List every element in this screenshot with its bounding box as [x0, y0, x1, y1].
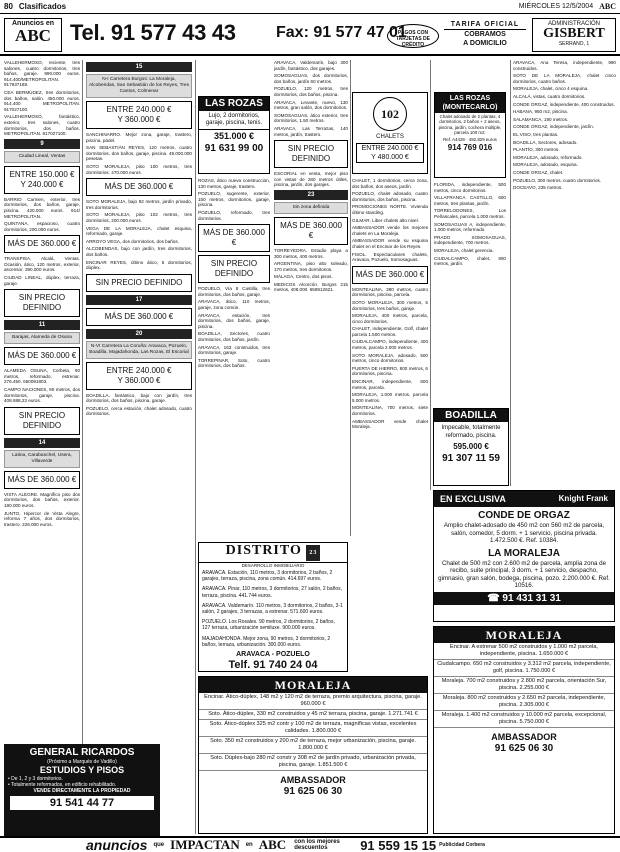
distrito-name: DISTRITO: [225, 543, 302, 558]
listing: TORREYEDRA. Estudio playa a 300 metros, 400 metros.: [274, 247, 348, 259]
listing: PUERTA DE HIERRO, 800 metros, 6 dormitorios, piscina.: [352, 365, 428, 377]
ad-title: GENERAL RICARDOS: [29, 747, 135, 758]
listing: JUNTO, Hipercor de Vista Alegre, reforma 7 años, dos dormitorios, trastero. 226.000 euros.: [4, 510, 80, 527]
listing: BOADILLA, Sectores, adosado.: [513, 139, 578, 145]
listing: SAN SEBASTIÁN REYES, 120 metros, cuatro dormitorios, dos baños, garaje, piscina. 49.000.000 pesetas.: [86, 145, 192, 162]
issue-date: MIÉRCOLES 12/5/2004: [518, 3, 594, 10]
ad-phone: 91 631 99 00: [204, 143, 264, 154]
listing-desc: Amplio chalet-adosado de 450 m2 con 560 m2 de parcela, salón, comedor, 5 dorm. + 1 servicio, piscina privada. 1.472.500 €. Ref. 10384.: [443, 522, 605, 544]
listing: POZUELO, reformado, tres dormitorios.: [198, 209, 270, 221]
listing: ARAVACA, Las Terrazas, 140 metros, jardín, trastero.: [274, 125, 348, 137]
price-from: ENTRE 150.000 €: [9, 169, 75, 179]
price-box: [4, 166, 80, 194]
footer-descuentos: con los mejores descuentos: [294, 839, 340, 851]
distrito-line: ARAVACA. Valdemarín. 110 metros, 3 dormitorios, 2 baños, 3-1 salón, 2 garajes, 3 terrazas, a estrenar. 571.600 euros.: [202, 602, 343, 616]
price-from: ENTRE 240.000 €: [106, 105, 172, 114]
tarifa-box: [444, 20, 526, 48]
listing: MONTEALINA, 700 metros, siete dormitorios.: [352, 405, 428, 416]
agency-logo: Knight Frank: [558, 494, 608, 503]
moraleja-ad-right: [433, 626, 615, 834]
listing: POZUELO, Vía 8 Castilla, tres dormitorios, dos baños, garaje.: [198, 286, 270, 297]
price-box: MÁS DE 360.000 €: [86, 178, 192, 196]
price-box: [86, 101, 192, 129]
fax-number: Fax: 91 577 47 01: [276, 24, 407, 41]
listing: ENCINAR REYES, último ático, 5 dormitorios, dúplex.: [86, 259, 192, 271]
listing: ARAVACA, Ana Teresa, independiente, 990 construidos.: [513, 60, 616, 71]
price-box: MÁS DE 360.000 €: [198, 224, 270, 252]
listing: SOTO MORALEJA, piso 102 metros, tres dormitorios, 200.000 euros.: [86, 212, 192, 223]
moraleja-ad-left: [198, 676, 428, 834]
price-to: Y 240.000 €: [20, 179, 64, 189]
gisbert-name: GISBERT: [543, 26, 605, 41]
general-ricardos-ad: [4, 744, 160, 836]
listing-item: Soto. 350 m2 construidos y 200 m2 de terraza, mejor urbanización, piscina, garaje. 1.800.000 €: [199, 737, 427, 754]
listing-item: Encinar. Ático-dúplex, 148 m2 y 120 m2 de terraza, premio arquitectura, piscina, garaje. 960.000 €: [199, 693, 427, 710]
phone-number: Tel. 91 577 43 43: [70, 20, 236, 45]
listing: AMBASSADOR vende los mejores chalets en La Moraleja.: [352, 225, 428, 236]
listing: MORALEJA, adosado, esquina.: [513, 162, 578, 168]
ad-title: MORALEJA: [434, 627, 614, 643]
listing: BARRIO Carmen, exterior, tres dormitorios, dos baños, garaje, piscina. 420.000 euros. 914/ METROPOLITAN.: [4, 196, 80, 219]
listing: POZUELO, chalet adosado, cuatro dormitorios, dos baños, piscina.: [352, 191, 428, 202]
footer-impactan: IMPACTAN: [170, 837, 240, 852]
zone-number: 15: [86, 62, 192, 72]
ad-subtitle: (Próximo a Marqués de Vadillo): [47, 759, 117, 765]
ad-title: MORALEJA: [199, 677, 427, 693]
listing: SALAMANCA, 190 metros.: [513, 116, 569, 122]
price-from: ENTRE 240.000 €: [106, 365, 172, 375]
ad-phone: 91 625 06 30: [494, 743, 554, 754]
ad-price: 351.000 €: [199, 129, 269, 142]
price-box: [356, 143, 424, 163]
footer-en: en: [245, 842, 253, 848]
zone-label: Latina, Carabanchel, Usera, Villaverde: [4, 450, 80, 468]
listing: ARGENTINA, piso alto soleado, 170 metros, tres dormitorios.: [274, 261, 348, 272]
ad-body: Impecable, totalmente reformado, piscina.: [441, 425, 501, 439]
column-4: [274, 60, 348, 536]
zone-label: Sin zona definida: [274, 202, 348, 214]
footer-que: que: [153, 842, 165, 848]
listing: CEA BERMÚDEZ, tres dormitorios, dos baños, salón. 450.000 euros. 914.400 METROPOLITAN. 917027100.: [4, 89, 80, 112]
listing: TRANSPISA, Alcalá, Ventas. Ocasión, ático, 120 metros, exterior, ascensor. 390.000 euros.: [4, 256, 80, 273]
distrito-num: 23: [306, 545, 320, 561]
column-7: [513, 60, 616, 484]
ad-title: LAS ROZAS (MONTECARLO): [435, 93, 505, 113]
listing: MORALEJA, adosado, reformado.: [513, 154, 583, 160]
column-divider: [195, 60, 196, 834]
listing: POZUELO, sugerente, exterior, 150 metros, dormitorios, garaje, piscina.: [198, 191, 270, 208]
ad-phone: 91 541 44 77: [10, 796, 154, 810]
listing: ARAVACA, estación, tres dormitorios, dos baños, garaje, piscina.: [198, 312, 270, 329]
listing: MONTEALINA, 380 metros, cuatro dormitorios, piscina, parcela.: [352, 286, 428, 298]
brand-line2: ABC: [15, 26, 51, 45]
listing-item: Moraleja. 800 m2 construidos y 2.650 m2 parcela, independiente, piscina. 2.305.000 €: [434, 694, 614, 711]
distrito-ad: [198, 542, 348, 672]
distrito-sub: DESARROLLO INMOBILIARIO: [241, 563, 305, 568]
listing: SOTO MORALEJA, adosado, 500 metros, cinco dormitorios.: [352, 352, 428, 364]
ad-phone: [434, 592, 614, 605]
price-box: SIN PRECIO DEFINIDO: [4, 289, 80, 317]
price-to: Y 480.000 €: [371, 154, 409, 161]
zone-label: N-I Carretera Burgos: La Moraleja, Alcobendas, San Sebastián de los Reyes, Tres Cantos, Colmenar: [86, 74, 192, 98]
agency-name: AMBASSADOR: [491, 732, 557, 742]
las-rozas-ad: [198, 96, 270, 174]
price-to: Y 360.000 €: [117, 375, 161, 385]
zone-number: 23: [274, 190, 348, 200]
boadilla-ad: [433, 408, 509, 486]
listing: ALCOBENDAS, bajo con jardín, tres dormitorios, dos baños.: [86, 246, 192, 257]
listing: POZUELO, cerca estación, chalet adosado, cuatro dormitorios.: [86, 405, 192, 417]
listing: SOTO DE LA MORALEJA, chalet cinco dormitorios, cuatro baños.: [513, 73, 616, 84]
listing: PRADO SOMOSAGUAS, independiente, 700 metros.: [434, 234, 506, 246]
listing-item: Moraleja. 700 m2 construidos y 2.800 m2 parcela, orientación Sur, piscina. 2.255.000 €: [434, 677, 614, 694]
listing: CIUDALCAMPO, chalet, 800 metros, jardín.: [434, 255, 506, 267]
listing: SOTO MORALEJA, piso 100 metros, tres dormitorios. 470.000 euros.: [86, 163, 192, 175]
listing: ROZAS, ático nueva construcción, 130 metros, garaje, trastero.: [198, 178, 270, 189]
chalets-label: CHALETS: [376, 134, 404, 140]
footer-anuncios: anuncios: [86, 837, 148, 852]
zone-label: Ciudad Lineal, Ventas: [4, 151, 80, 163]
zone-number: 11: [4, 320, 80, 330]
listing: POZUELO, 300 metros, cuatro dormitorios.: [513, 177, 602, 183]
listing: EL VISO, tres plantas.: [513, 131, 559, 137]
ad-title: LAS ROZAS: [199, 97, 269, 111]
zone-circle: 102: [373, 97, 407, 131]
distrito-line: ARAVACA. Pinar, 110 metros, 3 dormitorios, 27 salón, 2 baños, terraza, piscina. 441.744 euros.: [202, 586, 343, 599]
listing: FISOL. Espectaculares chalets, Aravaca, Pozuelo, Somosaguas.: [352, 251, 428, 263]
tarifa-line3: A DOMICILIO: [463, 40, 507, 47]
listing: FLORIDA, independiente, 500 metros, cinco dormitorios.: [434, 182, 506, 193]
montecarlo-ad: [434, 92, 506, 178]
listing-title: CONDE DE ORGAZ: [478, 510, 570, 521]
ad-title: EN EXCLUSIVA: [440, 494, 506, 504]
listing: PLANTÍO, 300 metros.: [513, 147, 560, 153]
listing: VALLEHERMOSO, reciente, tres salones, cuatro dormitorios, tres baños, garaje. 990.000 euros. 914.400/METROPOLITAN. 917937188.: [4, 60, 80, 88]
agency-name: AMBASSADOR: [280, 775, 346, 785]
column-2: [86, 60, 192, 830]
price-box: MÁS DE 360.000 €: [86, 308, 192, 326]
ad-line: • Totalmente reformados, en edificio rehabilitado.: [8, 782, 117, 788]
listing: SOMOSAGUAS A, independiente, 1.000 metros, reformado.: [434, 221, 506, 233]
listing: ALCALÁ, vistas, cuatro dormitorios.: [513, 93, 586, 99]
ad-line: • De 1, 2 y 3 dormitorios.: [8, 776, 63, 782]
column-1: [4, 60, 80, 740]
listing-item: Soto. Dúplex-bajo 280 m2 constr y 308 m2 de jardín privado, urbanización privada, piscina, garaje. 1.851.500 €: [199, 754, 427, 771]
listing: CONDE ORGAZ, chalet.: [513, 169, 564, 175]
section-title: Clasificados: [18, 2, 67, 11]
listing: VEGA DE LA MORALEJA, chalet esquina, reformado, garaje.: [86, 225, 192, 237]
ad-body: Chalet adosado de 2 plantas, 4 dormitorios, 2 baños + 2 aseos, piscina, jardín, cochera múltiple, parcela 100 m2.: [438, 114, 502, 135]
tarifa-title: TARIFA OFICIAL: [444, 20, 526, 30]
listing: ARAVACA, 163 construidos, tres dormitorios, garaje.: [198, 344, 270, 356]
listing: ARROYO VEGA, dos dormitorios, dos baños.: [86, 238, 179, 244]
ad-title: BOADILLA: [434, 409, 508, 422]
listing: PROMOCIONES NORTE. Vivienda último standing.: [352, 204, 428, 215]
price-box: MÁS DE 360.000 €: [274, 217, 348, 245]
listing: CONDE ORGAZ, independiente, 400 construidos.: [513, 101, 615, 107]
listing: SOTO MORALEJA, 300 metros, 5 dormitorios, tres baños, garaje.: [352, 299, 428, 311]
distrito-line: MAJADAHONDA. Mejor zona, 90 metros, 3 dormitorios, 2 baños, terraza, urbanización. 300.000 euros.: [202, 635, 331, 648]
zone-number: 9: [4, 139, 80, 149]
page-header: [0, 0, 620, 14]
listing-item: Encinar. A estrenar 500 m2 construidos y 1.000 m2 parcela, independiente, piscina. 1.650.000 €: [434, 643, 614, 660]
listing: MORALEJA, chalet gerencia.: [434, 247, 494, 253]
listing: CIUDALCAMPO, independiente, 400 metros, parcela 2.000 metros.: [352, 339, 428, 351]
zone-label: Barajas, Alameda de Osuna: [4, 332, 80, 344]
column-divider: [350, 60, 351, 536]
listing: DOCEAVO, 235 metros.: [513, 185, 563, 191]
chalets-header: [352, 92, 428, 174]
listing: ARAVACA, Levante, nuevo, 130 metros, gran salón, dos dormitorios.: [274, 99, 348, 111]
price-from: ENTRE 240.000 €: [361, 145, 419, 152]
price-box: SIN PRECIO DEFINIDO: [86, 274, 192, 292]
listing: VILLAFRANCA CASTILLO, 600 metros, tres plantas, jardín.: [434, 195, 506, 206]
listing: ALAMEDA OSUNA, Corbeta, 90 metros, reformado, estrenar. 276.450. 650091803.: [4, 368, 80, 385]
listing: HABANA, 950 m2, piscina.: [513, 109, 568, 115]
column-divider: [82, 60, 83, 834]
knight-frank-ad: [433, 490, 615, 622]
ad-line: VENDE DIRECTAMENTE LA PROPIEDAD: [33, 788, 131, 794]
listing: POZUELO, 120 metros, tres dormitorios, dos baños, piscina.: [274, 86, 348, 97]
listing: MÁLAGA, Centro, dos pisos.: [274, 274, 333, 280]
ad-headline: ESTUDIOS Y PISOS: [39, 765, 125, 775]
distrito-foot: ARAVACA - POZUELO: [236, 651, 310, 659]
gisbert-sub: SERRANO, 1: [558, 41, 590, 47]
listing: SOTO MORALEJA, bajo 92 metros, jardín privado, tres dormitorios.: [86, 199, 192, 210]
price-box: SIN PRECIO DEFINIDO: [4, 407, 80, 435]
listing: MORALEJA, chalet, cinco 4 esquina.: [513, 86, 589, 92]
contact-banner: [0, 16, 620, 56]
column-6: [434, 182, 506, 404]
gisbert-top: ADMINISTRACIÓN: [547, 21, 600, 27]
listing: ESCORIAL en venta, mejor piso con vistas de 280 metros útiles, piscina, jardín, dos garajes.: [274, 171, 348, 188]
ad-body: Lujo, 2 dormitorios, garaje, piscina, tenis.: [205, 113, 263, 126]
phone-icon: ☎: [487, 592, 503, 604]
zone-number: 17: [86, 295, 192, 305]
listing: MORALEJA, 1.000 metros, parcela 5.000 metros.: [352, 392, 428, 403]
ad-phone: 914 769 016: [447, 143, 493, 153]
listing: BOADILLA, Sectores, cuatro dormitorios, dos baños, jardín.: [198, 331, 270, 342]
listing: SOMOSAGUAS, ático exterior, tres dormitorios, 1.50 metros.: [274, 112, 348, 124]
ad-price: 595.000 €: [453, 442, 489, 451]
column-divider: [510, 60, 511, 486]
ad-phone: 91 307 11 59: [442, 453, 500, 464]
distrito-line: ARAVACA. Estación, 110 metros, 3 dormitorios, 2 baños, 2 garajes, terraza, piscina, zona común. 414.697 euros.: [202, 570, 333, 583]
listing: ENCINAR, independiente, 600 metros, parcela.: [352, 379, 428, 390]
listing-item: Moraleja. 1.400 m2 construidos y 10.000 m2 parcela, excepcional, piscina. 5.750.000 €: [434, 711, 614, 728]
listing: GILMAR. Liber chalets alto nivel.: [352, 217, 419, 223]
listing-title: LA MORALEJA: [488, 547, 560, 559]
listing-item: Ciudalcampo. 650 m2 construidos y 3.312 m2 parcela, independiente, golf, piscina. 1.750.000 €: [434, 660, 614, 677]
listing: ARAVACA, Valdemarín, bajo 300 jardín, fantástico, dos garajes.: [274, 60, 348, 71]
abc-ads-logo: [4, 18, 62, 52]
payment-badge: PAGOS CON TARJETAS DE CRÉDITO: [387, 24, 439, 48]
footer-abc: ABC: [258, 837, 287, 852]
footer-banner: [0, 836, 620, 852]
zone-number: 14: [4, 438, 80, 448]
listing: CHALET, independiente, Golf, chalet parcela 1.500 metros.: [352, 326, 428, 337]
listing: MORALEJA, 400 metros, parcela, cinco dormitorios.: [352, 313, 428, 324]
listing-item: Soto. Ático-dúplex 325 m2 contr y 100 m2 de terraza, magníficas vistas, excelentes calidades. 1.800.000 €: [199, 720, 427, 737]
listing-desc: Chalet de 500 m2 con 2.600 m2 de parcela, amplia zona de recibo, suite principal, 3 dorm. + 1 servicio, despacho, gimnasio, gran salón, bodega, piscina, pozo. 2.200.000 €. Ref. 10516.: [438, 559, 610, 589]
price-box: SIN PRECIO DEFINIDO: [198, 255, 270, 283]
price-box: MÁS DE 360.000 €: [4, 347, 80, 365]
paper-name: ABC: [599, 2, 616, 11]
column-3: [198, 178, 270, 538]
price-box: SIN PRECIO DEFINIDO: [274, 140, 348, 168]
price-box: MÁS DE 360.000 €: [4, 235, 80, 253]
brand-line1: Anuncios en: [11, 20, 54, 27]
listing: TORREPINAR, Soto, cuatro dormitorios, dos baños.: [198, 357, 270, 369]
ad-price: Ref. A4428 · 492.829 euros: [443, 137, 497, 143]
footer-agency: Publicidad Corbera: [439, 842, 485, 848]
price-box: MÁS DE 360.000 €: [4, 471, 80, 489]
listing: AMBASSADOR vende su esquina chalet en el Encinar de los Reyes.: [352, 238, 428, 249]
price-box: MÁS DE 360.000 €: [352, 266, 428, 284]
distrito-title: [199, 543, 347, 563]
distrito-line: POZUELO. Los Rosales. 90 metros, 2 dormitorios, 2 baños, 127 terraza, urbanización semiluxe. 900.000 euros.: [202, 619, 335, 632]
listing: TORRELODONES, Los Peñascales, parcela 1.000 metros.: [434, 208, 506, 219]
listing: CIUDAD LINEAL, dúplex, terraza, garaje.: [4, 275, 80, 286]
page-number: 80: [4, 2, 13, 11]
listing: ARAVACA, ático, 110 metros, garaje, zona común.: [198, 299, 270, 310]
listing: SANCHINARRO. Mejor zona, garaje, trastero, piscina, pádel.: [86, 132, 192, 143]
tarifa-line2: COBRAMOS: [464, 31, 506, 38]
zone-number: 20: [86, 329, 192, 339]
footer-phone: 91 559 15 15: [360, 837, 437, 852]
phone-number: 91 431 31 31: [502, 592, 561, 604]
listing: VALLEHERMOSO, fantástico, exterior, tres salones, cuatro dormitorios, dos baños. METROPOLITAN. 917027100.: [4, 114, 80, 137]
zone-label: N-VI Carretera La Coruña: Aravaca, Pozuelo, Boadilla, Majadahonda, Las Rozas, El Escorial: [86, 341, 192, 359]
listing: CONDE ORGAZ, independiente, jardín.: [513, 124, 594, 130]
ad-phone: 91 625 06 30: [283, 786, 343, 797]
price-box: [86, 362, 192, 390]
listing: MEDICOS Alcorcón. Burgos 215 metros, 408.000. 658912621.: [274, 281, 348, 293]
listing-item: Soto. Ático-dúplex, 330 m2 construidos y 45 m2 terraza, piscina, garaje. 1.271.741 €: [199, 710, 427, 720]
listing: QUINTANA, espacioso, cuatro dormitorios, 200.000 euros.: [4, 221, 80, 232]
listing: SOMOSAGUAS, dos dormitorios, dos baños, jardín 60 metros.: [274, 73, 348, 84]
price-to: Y 360.000 €: [117, 115, 161, 124]
distrito-phone: Telf. 91 740 24 04: [228, 659, 318, 672]
column-divider: [430, 60, 431, 490]
ad-header: [434, 491, 614, 507]
listing: CHALET, 1 dormitorios, cerca zona, dos baños, dos aseos, jardín.: [352, 178, 428, 189]
column-5: [352, 178, 428, 672]
gisbert-logo: [532, 18, 616, 52]
listing: AMBASSADOR vende chalet Moraleja.: [352, 418, 428, 430]
listing: BOADILLA, fantástico, bajo con jardín, tres dormitorios, dos baños, piscina, garaje.: [86, 392, 192, 404]
listing: VISTA ALEGRE. Magnífico piso dos dormitorios, dos baños, exterior. 180.000 euros.: [4, 491, 80, 508]
listing: CAMPO NACIONES, 90 metros, dos dormitorios, garaje, piscina. 408.688,23 euros.: [4, 387, 80, 404]
